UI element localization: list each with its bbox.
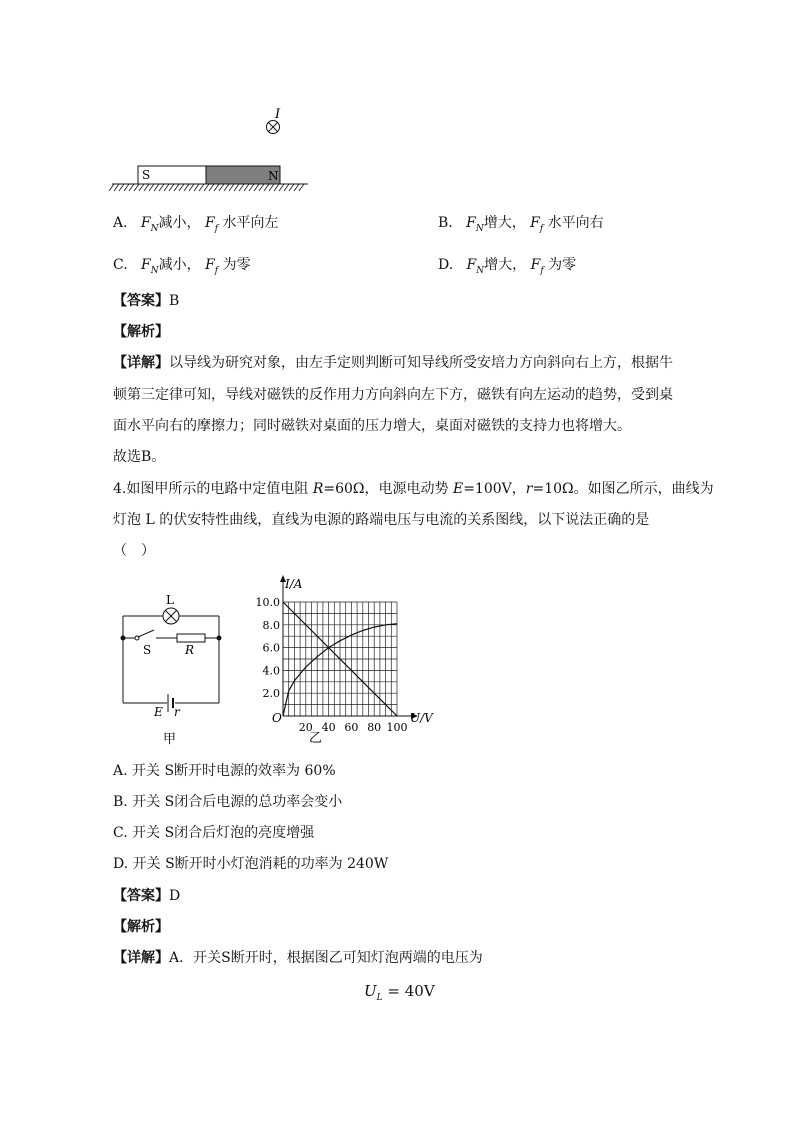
q4-option-a: A. 开关 S断开时电源的效率为 60% xyxy=(113,763,336,779)
q4-answer xyxy=(113,885,180,905)
q4-option-b: B. 开关 S闭合后电源的总功率会变小 xyxy=(113,794,343,810)
q4-option-d: D. 开关 S断开时小灯泡消耗的功率为 240W xyxy=(113,856,389,872)
q3-option-b: B. $F_N$增大， $F_f$ 水平向右 xyxy=(438,215,604,234)
lamp-label: L xyxy=(166,593,174,607)
x-tick-label: 20 xyxy=(298,721,313,734)
q3-conclusion: 故选B。 xyxy=(113,449,166,465)
answer-tag: 【答案】 xyxy=(113,293,169,309)
q4-stem-line-2: 灯泡 L 的伏安特性曲线，直线为电源的路端电压与电流的关系图线，以下说法正确的是 xyxy=(113,512,650,528)
graph-caption: 乙 xyxy=(309,731,323,746)
q3-detail-line-1: 【详解】以导线为研究对象，由左手定则判断可知导线所受安培力方向斜向右上方，根据牛 xyxy=(113,355,673,371)
lamp-icon xyxy=(163,608,179,624)
x-tick-label: 100 xyxy=(386,721,408,734)
q4-stem-line-1: 4.如图甲所示的电路中定值电阻 R=60Ω，电源电动势 E=100V，r=10Ω。如图乙所示，曲线为 xyxy=(113,481,714,497)
q3-detail-line-3: 面水平向右的摩擦力；同时磁铁对桌面的压力增大，桌面对磁铁的支持力也将增大。 xyxy=(113,418,631,434)
x-tick-label: 40 xyxy=(321,721,336,734)
answer-tag: 【答案】 xyxy=(113,888,169,904)
q3-option-a: A. $F_N$减小， $F_f$ 水平向左 xyxy=(113,215,279,234)
battery-icon xyxy=(168,694,173,712)
y-axis-label: I/A xyxy=(285,577,303,591)
q3-detail-line-2: 顿第三定律可知，导线对磁铁的反作用力方向斜向左下方，磁铁有向左运动的趋势，受到桌 xyxy=(113,387,673,403)
magnet-figure xyxy=(100,100,330,200)
q4-analysis-tag: 【解析】 xyxy=(113,919,169,935)
y-tick-label: 4.0 xyxy=(262,664,280,678)
origin-label: O xyxy=(272,711,282,725)
y-tick-label: 6.0 xyxy=(262,641,280,655)
resistor-icon xyxy=(177,634,205,642)
table-hatching xyxy=(109,184,304,191)
q3-option-c: C. $F_N$减小， $F_f$ 为零 xyxy=(113,257,251,276)
q4-formula: $U_L = 40V$ xyxy=(364,982,435,1003)
x-tick-label: 80 xyxy=(367,721,382,734)
internal-resistance-label: r xyxy=(174,705,180,719)
y-tick-label: 10.0 xyxy=(255,596,280,609)
y-tick-label: 8.0 xyxy=(262,618,280,632)
switch-blade xyxy=(138,630,154,637)
pole-n-label: N xyxy=(268,169,279,183)
answer-value: B xyxy=(169,293,180,309)
circuit-caption: 甲 xyxy=(163,732,177,747)
pole-s-label: S xyxy=(142,168,151,182)
graph-grid xyxy=(283,602,418,719)
current-label: I xyxy=(275,107,281,122)
y-tick-label: 2.0 xyxy=(262,687,280,701)
x-tick-label: 60 xyxy=(344,721,359,734)
x-axis-label: U/V xyxy=(410,711,433,725)
answer-value: D xyxy=(169,888,181,904)
q4-detail-line: 【详解】A．开关S断开时，根据图乙可知灯泡两端的电压为 xyxy=(113,950,483,966)
switch-label: S xyxy=(143,643,152,657)
resistor-label: R xyxy=(185,643,195,657)
circuit-diagram xyxy=(110,590,240,750)
q3-analysis-tag: 【解析】 xyxy=(113,324,169,340)
q4-stem-line-3: （ ） xyxy=(113,543,155,559)
iu-graph xyxy=(252,572,452,747)
emf-label: E xyxy=(154,705,163,719)
q3-answer xyxy=(113,290,179,310)
current-into-page-icon xyxy=(267,121,280,134)
q4-option-c: C. 开关 S闭合后灯泡的亮度增强 xyxy=(113,825,315,841)
q3-option-d: D. $F_N$增大， $F_f$ 为零 xyxy=(438,257,577,276)
